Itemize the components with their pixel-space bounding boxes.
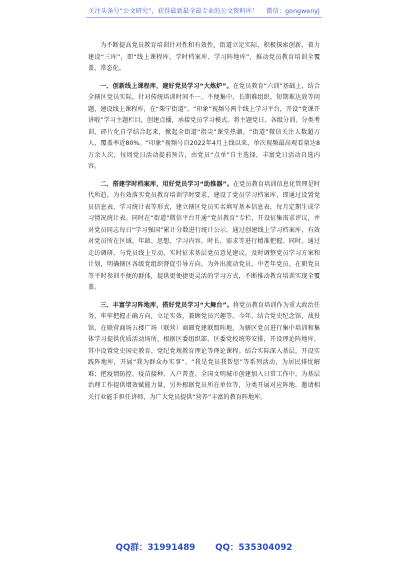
promo-header	[0, 6, 408, 15]
section-1-body: 在党员教育“六训”基础上，结合全辖区党员实际，针对传统培训时间不一、不便集中、长期难组织、短期难达效等问题，建设线上课程库，在“柴宁街道”、“印象”视频号两个线上学习平台，开设“党课开讲啦”学习主题栏目，创建点播，承接党员学习模式。将主题党日、各级分训、分类考训、碎片化自学结合起来，掀起全街道“指尖”课堂热潮。“街道”微信关注人数超万人，覆盖率近80%。“印象”视频号自2022年4月上线以来，单次视频最高观看量达8万余人次，每周党日活动提前预告，由党员“点单”自主选择，丰富党日活动自选内容。	[88, 82, 320, 170]
qq-number: QQ：535304092	[215, 543, 293, 553]
section-3-paragraph	[88, 300, 320, 404]
promo-text: 关注头条号“公文研究”，获得最新最全最专业的公文资料库！	[88, 8, 259, 15]
qq-group: QQ群：31991489	[115, 543, 196, 553]
section-2-paragraph	[88, 179, 320, 294]
section-1-paragraph	[88, 81, 320, 173]
intro-paragraph: 为不断提高党员教育培训针对性和有效性，街道立足实际，积极探索创新，着力建设“三库”，即“线上课程库、学时档案库、学习阵地库”，推动党员教育培训全覆盖、常态化。	[88, 42, 320, 72]
header-divider	[86, 17, 322, 18]
wechat-id: 微信：gongwenyj	[266, 8, 320, 15]
section-2-body: 在党员教育培训信息化管理是时代所趋，为有效落实党员教育培训学时要求，建设了党员学习档案库，即通过设置党员信息表、学习统计表等形式，建立辖区党员实名填写基本信息表，每月定期生成学习情况统计表。同时在“街道”微信平台开通“党员教育”专栏，开设征集需求评议，并对党员同志每日“学习强国”累计分数进行统计公示。通过创建线上学习档案库，有效对党员所在区域、年龄、思想、学习内容、时长、需求等进行精准把握。同时，通过走访调研、与党员线上互动，实时征求基层党员意见建议，及时调整党员学习方案和计划，明确辖区各级党组织督促引导方向，为外出流动党员、中老年党员、在职党员等平时参训不便的群体，提供更便捷更灵活的学习方式，不断推动教育培训实现全覆盖。	[88, 180, 321, 291]
document-body	[88, 40, 320, 403]
section-2-heading: 二、搭建学时档案库，用好党员学习“助推器”。	[100, 180, 233, 188]
section-3-heading: 三、丰富学习阵地库，搭好党员学习“大舞台”。	[100, 301, 233, 309]
section-1-heading: 一、创新线上课程库，建好党员学习“大炼炉”。	[100, 82, 233, 90]
contact-footer	[0, 541, 408, 553]
section-3-body: 将党员教育培训作为重大政治任务，牢牢把握正确方向，立足实效，兼顾党员兴趣等。今年，结合党史纪念馆、战役馆、在联营商场五楼广场（联营）商圈党建联盟阵地，为辖区党员进行集中培训和集体学习提供优质活动场所，根据区委组织部、区委党校统筹安排，开设理论阵地库，其中设置党史国史教育、党纪党规教育理论等理论课程。结合实际深入基层，开设实践阵地库，开展“我为群众办实事”、“我是党员我帮您”等系列活动，为居民排忧解难；把疫情防控、疫苗接种、入户普查、全国文明城市创建加入日常工作中，为基层治理工作提供增效赋能力量，另外根据党员所在单位等，分类开展对应阵地，邀请相关行业能手担任讲师，为广大党员提供“营养”丰富的教育阵地库。	[88, 301, 321, 401]
